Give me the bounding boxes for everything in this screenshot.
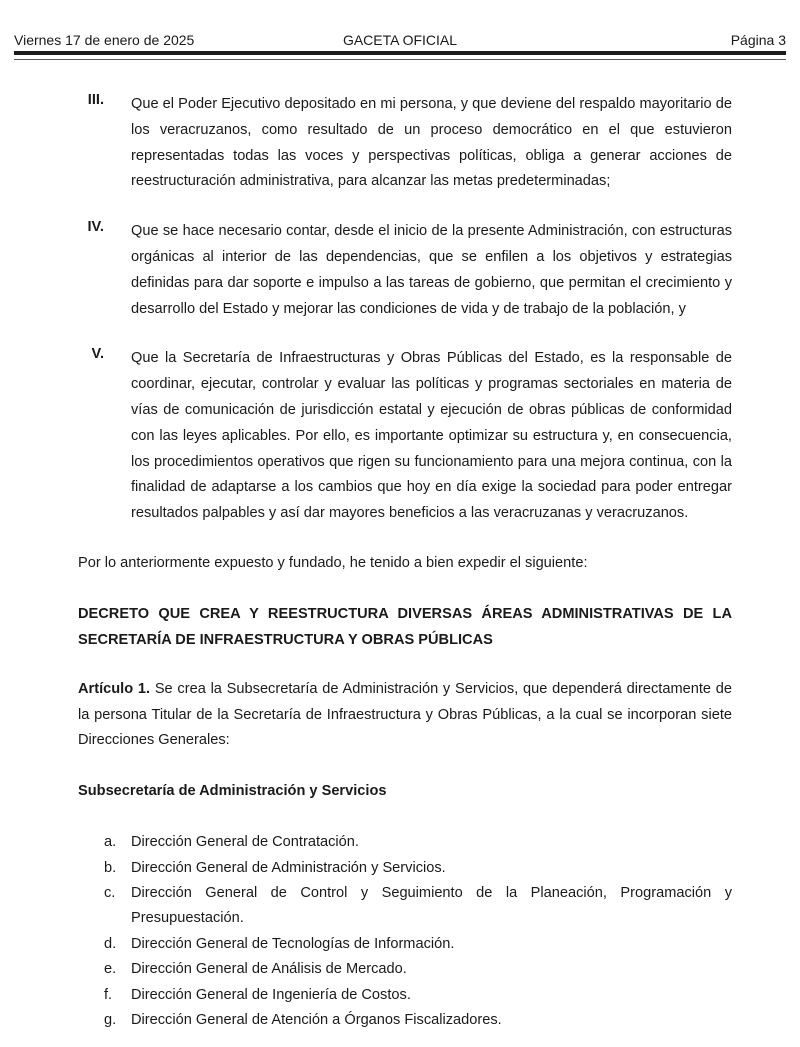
considerando-text: Que se hace necesario contar, desde el inicio de la presente Administración, con estructuras orgánicas al interior de las dependencias, que se enfilen a los objetivos y estrategias definidas para dar soporte e impulso a las tareas de gobierno, que permitan el crecimiento y desarrollo del Estado y mejorar las condiciones de vida y de trabajo de la población, y: [131, 223, 732, 317]
list-item-letter: a.: [104, 834, 117, 851]
intro-paragraph: Por lo anteriormente expuesto y fundado, he tenido a bien expedir el siguiente:: [78, 554, 588, 571]
list-item-letter: e.: [104, 961, 117, 978]
considerando-item: [78, 219, 732, 322]
considerando-item: [78, 346, 732, 527]
considerando-numeral: III.: [87, 92, 104, 108]
list-item-text: Dirección General de Ingeniería de Costos.: [131, 986, 411, 1003]
list-item-letter: b.: [104, 859, 117, 876]
considerando-numeral: IV.: [87, 219, 104, 236]
list-item: [78, 881, 732, 932]
header-publication-title: GACETA OFICIAL: [342, 32, 458, 48]
considerando-text: Que el Poder Ejecutivo depositado en mi persona, y que deviene del respaldo mayoritario de los veracruzanos, como resultado de un proceso democrático en el que estuvieron representadas todas las voces y perspectivas políticas, obliga a generar acciones de reestructuración administrativa, para alcanzar las metas predeterminadas;: [131, 96, 732, 190]
article-1-label: Artículo 1.: [78, 680, 151, 697]
list-item: [78, 1008, 732, 1033]
header-page-number: Página 3: [730, 32, 786, 48]
decree-title: DECRETO QUE CREA Y REESTRUCTURA DIVERSAS ÁREAS ADMINISTRATIVAS DE LA SECRETARÍA DE INFRAESTRUCTURA Y OBRAS PÚBLICAS: [78, 605, 732, 648]
document-body: [78, 92, 732, 1033]
considerando-numeral: V.: [91, 346, 104, 363]
direcciones-list: [78, 830, 732, 1033]
list-item: [78, 983, 732, 1008]
list-item-text: Dirección General de Control y Seguimiento de la Planeación, Programación y Presupuestación.: [131, 884, 732, 927]
article-1-text: Se crea la Subsecretaría de Administración y Servicios, que dependerá directamente de la persona Titular de la Secretaría de Infraestructura y Obras Públicas, a la cual se incorporan siete Direcciones Generales:: [78, 680, 733, 749]
header-rule-thin: [14, 59, 786, 60]
list-item-text: Dirección General de Contratación.: [131, 834, 359, 851]
list-item-letter: g.: [104, 1011, 117, 1028]
article-1: [78, 677, 732, 754]
considerando-item: [78, 92, 732, 195]
considerando-text: Que la Secretaría de Infraestructuras y Obras Públicas del Estado, es la responsable de coordinar, ejecutar, controlar y evaluar las políticas y programas sectoriales en materia de vías de comunicación de jurisdicción estatal y ejecución de obras públicas de conformidad con las leyes aplicables. Por ello, es importante optimizar su estructura y, en consecuencia, los procedimientos operativos que rigen su funcionamiento para una mejora continua, con la finalidad de adaptarse a los cambios que hoy en día exige la sociedad para poder entregar resultados palpables y así dar mayores beneficios a las veracruzanas y veracruzanos.: [131, 350, 732, 522]
list-item-text: Dirección General de Análisis de Mercado.: [131, 961, 407, 978]
list-item-text: Dirección General de Administración y Servicios.: [131, 859, 446, 876]
list-item-text: Dirección General de Tecnologías de Información.: [131, 935, 455, 952]
list-item-letter: d.: [104, 935, 117, 952]
list-item: [78, 932, 732, 957]
page-header: [14, 30, 786, 50]
subsection-heading: Subsecretaría de Administración y Servicios: [78, 783, 387, 800]
list-item-letter: c.: [104, 884, 116, 901]
list-item-letter: f.: [104, 986, 113, 1003]
list-item-text: Dirección General de Atención a Órganos Fiscalizadores.: [131, 1011, 502, 1028]
list-item: [78, 830, 732, 855]
header-rule-thick: [14, 51, 786, 55]
list-item: [78, 856, 732, 881]
list-item: [78, 957, 732, 982]
header-date: Viernes 17 de enero de 2025: [14, 32, 195, 48]
